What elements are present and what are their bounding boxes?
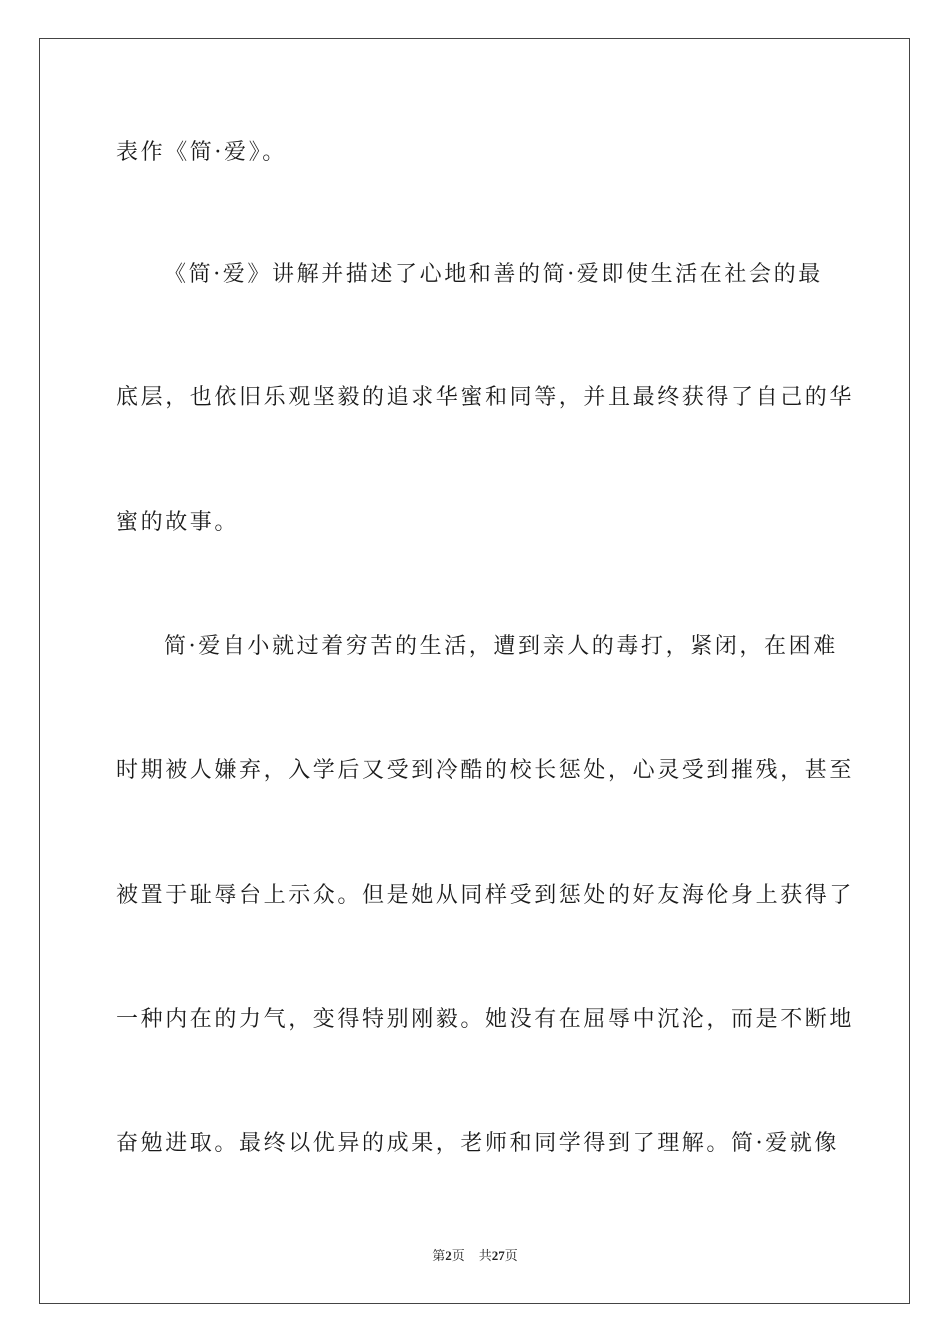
page-number: 2 [445, 1248, 452, 1263]
page-suffix: 页 [451, 1249, 465, 1264]
text-line-6: 时期被人嫌弃，入学后又受到冷酷的校长惩处，心灵受到摧残，甚至 [116, 758, 855, 783]
text-line-7: 被置于耻辱台上示众。但是她从同样受到惩处的好友海伦身上获得了 [116, 883, 855, 908]
text-line-5: 简·爱自小就过着穷苦的生活，遭到亲人的毒打，紧闭，在困难 [164, 634, 838, 659]
page-footer [0, 1246, 950, 1267]
text-line-1: 表作《简·爱》。 [116, 140, 287, 165]
total-pages: 27 [491, 1248, 505, 1263]
page-border [39, 38, 910, 1304]
page-prefix: 第 [432, 1249, 446, 1264]
text-line-3: 底层，也依旧乐观坚毅的追求华蜜和同等，并且最终获得了自己的华 [116, 385, 855, 410]
total-prefix: 共 [478, 1249, 492, 1264]
text-line-2: 《简·爱》讲解并描述了心地和善的简·爱即使生活在社会的最 [164, 262, 823, 287]
text-line-9: 奋勉进取。最终以优异的成果，老师和同学得到了理解。简·爱就像 [116, 1131, 839, 1156]
text-line-8: 一种内在的力气，变得特别刚毅。她没有在屈辱中沉沦，而是不断地 [116, 1007, 855, 1032]
total-suffix: 页 [504, 1249, 518, 1264]
text-line-4: 蜜的故事。 [116, 510, 240, 535]
